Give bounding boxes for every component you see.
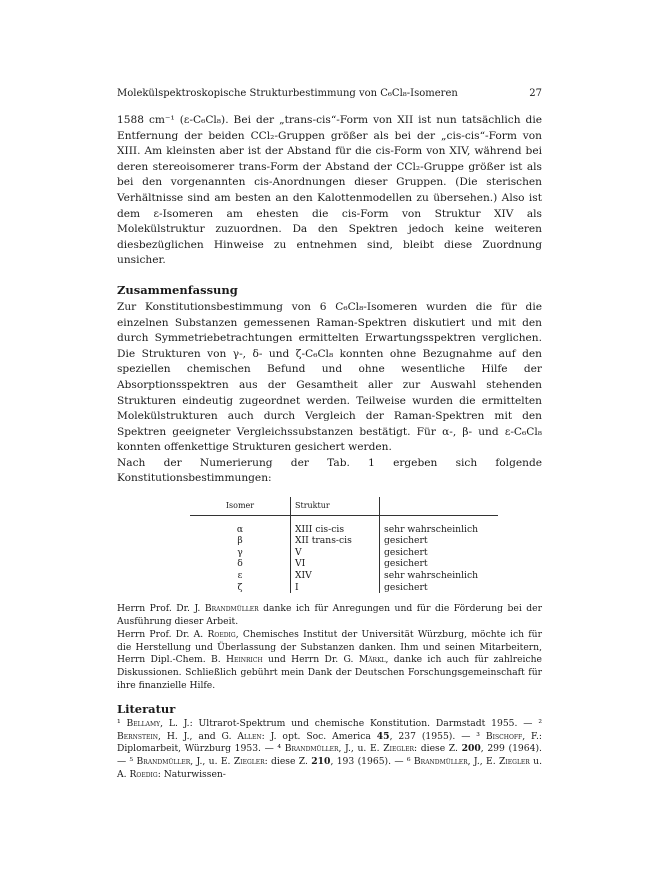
certainty-cell: gesichert	[384, 558, 428, 570]
table-header-empty	[380, 497, 499, 515]
running-title: Molekülspektroskopische Strukturbestimmung von C₆Cl₈-Isomeren	[117, 88, 458, 99]
table-row	[190, 582, 498, 594]
reference-author: Bellamy	[126, 717, 161, 729]
reference-author: Bernstein	[117, 730, 159, 742]
structure-cell: XII trans-cis	[291, 535, 380, 547]
table-row	[190, 547, 498, 559]
reference-author: Brandmüller	[284, 743, 339, 755]
structure-cell: VI	[291, 558, 380, 570]
isomer-cell: ζ	[190, 582, 291, 594]
reference-author: Ziegler	[383, 743, 415, 755]
reference-author: Brandmüller	[413, 756, 468, 768]
running-head	[117, 88, 542, 99]
person-name: Märkl	[358, 654, 386, 666]
reference-author: Ziegler	[233, 756, 265, 768]
isomer-table	[190, 497, 498, 593]
structure-cell: V	[291, 547, 380, 559]
summary-paragraph: Zur Konstitutionsbestimmung von 6 C₆Cl₈-Isomeren wurden die für die einzelnen Substanzen gemessenen Raman-Spektren diskutiert und mit den durch Symmetriebetrachtungen ermittelten Erwartungsspektren verglichen. Die Strukturen von γ-, δ- und ζ-C₆Cl₈ konnten ohne Bezugnahme auf den speziellen chemischen Befund und ohne wesentliche Hilfe der Absorptionsspektren aus der Gesamtheit aller zur Auswahl stehenden Strukturen eindeutig zugeordnet werden. Teilweise wurden die ermittelten Molekülstrukturen auch durch Vergleich der Raman-Spektren mit den Spektren geeigneter Vergleichssubstanzen bestätigt. Für α-, β- und ε-C₆Cl₈ konnten offenkettige Strukturen gesichert werden.	[117, 300, 542, 454]
isomer-cell: α	[190, 524, 291, 536]
reference-author: Brandmüller	[136, 756, 191, 768]
structure-cell: XIII cis-cis	[291, 524, 380, 536]
isomer-cell: γ	[190, 547, 291, 559]
certainty-cell: gesichert	[384, 546, 428, 558]
person-name: Heinrich	[225, 654, 263, 666]
body-paragraph: 1588 cm⁻¹ (ε-C₆Cl₈). Bei der „trans-cis“-Form von XII ist nun tatsächlich die Entfernung der beiden CCl₂-Gruppen größer als bei der „cis-cis“-Form von XIII. Am kleinsten aber ist der Abstand für die cis-Form von XIV, während bei deren stereoisomerer trans-Form der Abstand der CCl₂-Gruppe größer ist als bei den vorgenannten cis-Anordnungen dieser Gruppen. (Die sterischen Verhältnisse sind am besten an den Kalottenmodellen zu übersehen.) Also ist dem ε-Isomeren am ehesten die cis-Form von Struktur XIV als Molekülstruktur zuzuordnen. Da den Spektren jedoch keine weiteren diesbezüglichen Hinweise zu entnehmen sind, bleibt diese Zuordnung unsicher.	[117, 114, 542, 267]
summary-heading: Zusammenfassung	[117, 282, 238, 297]
certainty-cell: sehr wahrscheinlich	[384, 523, 479, 535]
acknowledgement-brandmueller: Herrn Prof. Dr. J. Brandmüller danke ich für Anregungen und für die Förderung bei der Ausführung dieser Arbeit.	[117, 603, 542, 628]
isomer-cell: β	[190, 535, 291, 547]
reference-author: Ziegler	[499, 756, 530, 768]
certainty-cell: sehr wahrscheinlich	[384, 570, 479, 582]
person-name: Roedig	[207, 628, 236, 640]
table-header-isomer: Isomer	[190, 497, 291, 515]
table-row	[190, 524, 498, 536]
isomer-cell: ε	[190, 570, 291, 582]
page	[117, 88, 542, 782]
table-header-struktur: Struktur	[291, 497, 380, 515]
reference-author: Roedig	[129, 768, 158, 780]
summary-followup: Nach der Numerierung der Tab. 1 ergeben sich folgende Konstitutionsbestimmungen:	[117, 456, 542, 485]
acknowledgement-roedig: Herrn Prof. Dr. A. Roedig, Chemisches Institut der Universität Würzburg, möchte ich für die Herstellung und Überlassung der Substanzen danken. Ihm und seinen Mitarbeitern, Herrn Dipl.-Chem. B. Heinrich und Herrn Dr. G. Märkl, danke ich auch für zahlreiche Diskussionen. Schließlich gebührt mein Dank der Deutschen Forschungsgemeinschaft für ihre finanzielle Hilfe.	[117, 628, 542, 691]
certainty-cell: gesichert	[384, 535, 428, 547]
table-row	[190, 558, 498, 570]
person-name: Brandmüller	[204, 603, 259, 615]
table-row	[190, 570, 498, 582]
structure-cell: I	[291, 582, 380, 594]
reference-author: Bischoff	[485, 730, 523, 742]
certainty-cell: gesichert	[384, 581, 428, 593]
isomer-cell: δ	[190, 558, 291, 570]
structure-cell: XIV	[291, 570, 380, 582]
table-row	[190, 535, 498, 547]
literature-heading: Literatur	[117, 701, 176, 716]
page-number: 27	[529, 88, 542, 99]
reference-list: ¹ Bellamy, L. J.: Ultrarot-Spektrum und chemische Konstitution. Darmstadt 1955. — ² Bernstein, H. J., and G. Allen: J. opt. Soc. America 45, 237 (1955). — ³ Bischoff, F.: Diplomarbeit, Würzburg 1953. — ⁴ Brandmüller, J., u. E. Ziegler: diese Z. 200, 299 (1964). — ⁵ Brandmüller, J., u. E. Ziegler: diese Z. 210, 193 (1965). — ⁶ Brandmüller, J., E. Ziegler u. A. Roedig: Naturwissen-	[117, 717, 542, 780]
reference-author: Allen	[237, 730, 262, 742]
